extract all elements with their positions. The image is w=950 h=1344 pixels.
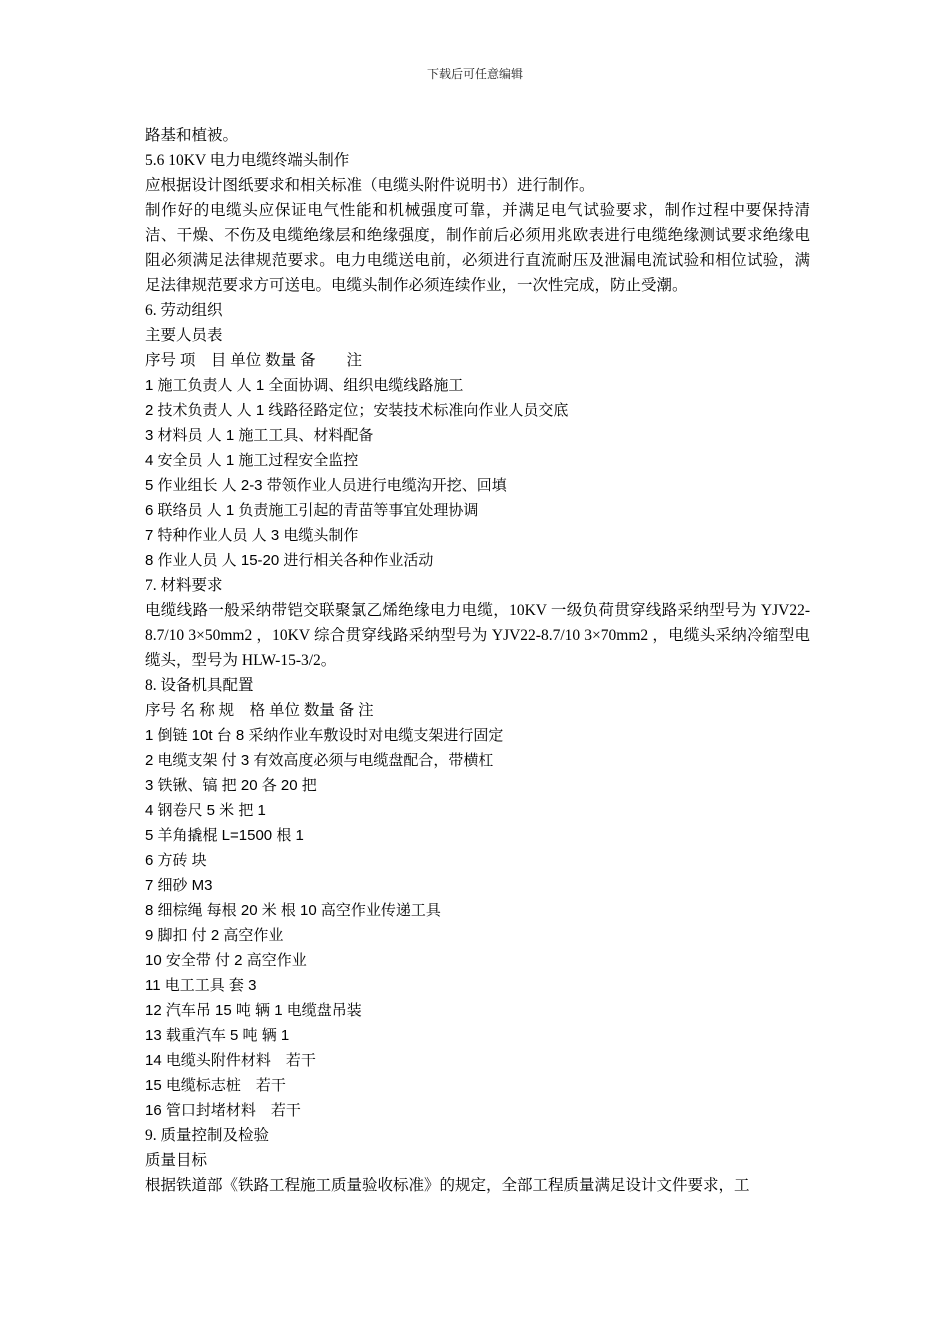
section-heading-9: 9. 质量控制及检验 — [145, 1127, 270, 1144]
table-row: 9 脚扣 付 2 高空作业 — [145, 927, 284, 944]
page-header: 下载后可任意编辑 — [426, 67, 523, 81]
table-row: 6 方砖 块 — [145, 852, 207, 869]
table-row: 3 材料员 人 1 施工工具、材料配备 — [145, 427, 374, 444]
table-row: 7 细砂 M3 — [145, 877, 213, 894]
table-row: 8 细棕绳 每根 20 米 根 10 高空作业传递工具 — [145, 902, 441, 919]
table-row: 15 电缆标志桩 若干 — [145, 1077, 286, 1094]
table-row: 10 安全带 付 2 高空作业 — [145, 952, 307, 969]
table-row: 13 载重汽车 5 吨 辆 1 — [145, 1027, 290, 1044]
table-row: 2 电缆支架 付 3 有效高度必须与电缆盘配合，带横杠 — [145, 752, 494, 769]
table-row: 4 钢卷尺 5 米 把 1 — [145, 802, 266, 819]
section-heading-7: 7. 材料要求 — [145, 577, 223, 594]
table-row: 12 汽车吊 15 吨 辆 1 电缆盘吊装 — [145, 1002, 362, 1019]
table-row: 5 羊角撬棍 L=1500 根 1 — [145, 827, 304, 844]
table-row: 7 特种作业人员 人 3 电缆头制作 — [145, 527, 359, 544]
table-row: 8 作业人员 人 15-20 进行相关各种作业活动 — [145, 552, 434, 569]
paragraph-cable-head: 制作好的电缆头应保证电气性能和机械强度可靠，并满足电气试验要求，制作过程中要保持清洁、干燥、不伤及电缆绝缘层和绝缘强度，制作前后必须用兆欧表进行电缆绝缘测试要求绝缘电阻必须满足法律规范要求。电力电缆送电前，必须进行直流耐压及泄漏电流试验和相位试验，满足法律规范要求方可送电。电缆头制作必须连续作业，一次性完成，防止受潮。 — [145, 202, 810, 294]
table-row: 1 施工负责人 人 1 全面协调、组织电缆线路施工 — [145, 377, 464, 394]
table-title-personnel: 主要人员表 — [145, 327, 223, 344]
subheading-quality-goal: 质量目标 — [145, 1152, 208, 1169]
section-heading-8: 8. 设备机具配置 — [145, 677, 254, 694]
section-heading-5-6: 5.6 10KV 电力电缆终端头制作 — [145, 152, 350, 169]
table-header-equipment: 序号 名 称 规 格 单位 数量 备 注 — [145, 702, 374, 719]
table-row: 11 电工工具 套 3 — [145, 977, 257, 994]
table-row: 4 安全员 人 1 施工过程安全监控 — [145, 452, 359, 469]
table-row: 1 倒链 10t 台 8 采纳作业车敷设时对电缆支架进行固定 — [145, 727, 504, 744]
table-row: 2 技术负责人 人 1 线路径路定位；安装技术标准向作业人员交底 — [145, 402, 569, 419]
table-row: 14 电缆头附件材料 若干 — [145, 1052, 316, 1069]
text-line: 路基和植被。 — [145, 127, 239, 144]
document-body — [145, 123, 810, 1198]
text-line: 应根据设计图纸要求和相关标准（电缆头附件说明书）进行制作。 — [145, 177, 595, 194]
table-row: 6 联络员 人 1 负责施工引起的青苗等事宜处理协调 — [145, 502, 479, 519]
table-row: 5 作业组长 人 2-3 带领作业人员进行电缆沟开挖、回填 — [145, 477, 507, 494]
text-line: 根据铁道部《铁路工程施工质量验收标准》的规定，全部工程质量满足设计文件要求，工 — [145, 1177, 750, 1194]
section-heading-6: 6. 劳动组织 — [145, 302, 223, 319]
table-header-personnel: 序号 项 目 单位 数量 备 注 — [145, 352, 363, 369]
table-row: 3 铁锹、镐 把 20 各 20 把 — [145, 777, 317, 794]
table-row: 16 管口封堵材料 若干 — [145, 1102, 301, 1119]
paragraph-materials: 电缆线路一般采纳带铠交联聚氯乙烯绝缘电力电缆，10KV 一级负荷贯穿线路采纳型号为 YJV22-8.7/10 3×50mm2 ，10KV 综合贯穿线路采纳型号为 YJV22-8.7/10 3×70mm2 ，电缆头采纳冷缩型电缆头，型号为 HLW-15-3/2。 — [145, 602, 810, 669]
